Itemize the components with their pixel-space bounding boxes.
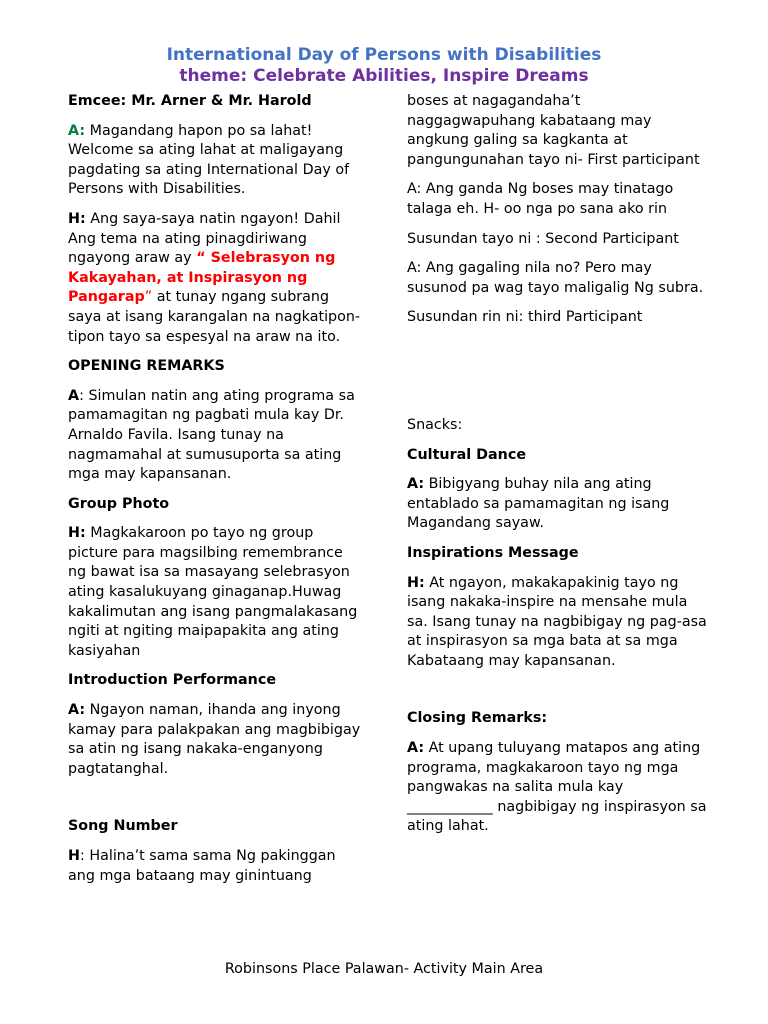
section-heading-inspirations: Inspirations Message bbox=[407, 544, 579, 561]
speaker-label: A: bbox=[407, 476, 425, 493]
snacks-line: Snacks: bbox=[407, 416, 463, 433]
paragraph-closing bbox=[407, 739, 707, 837]
document-theme: theme: Celebrate Abilities, Inspire Dreams bbox=[179, 66, 589, 86]
paragraph-text: : Simulan natin ang ating programa sa pamamagitan ng pagbati mula kay Dr. Arnaldo Favila. Isang tunay na nagmamahal at sumusuporta sa ating mga may kapansanan. bbox=[68, 387, 355, 483]
paragraph-text: Magkakaroon po tayo ng group picture para magsilbing remembrance ng bawat isa sa masayang selebrasyon ating kasalukuyang ginaganap.Huwag kakalimutan ang isang pangmalakasang ngiti at ngiting maipapakita ang ating kasiyahan bbox=[68, 525, 358, 659]
paragraph-text: Ang saya-saya natin ngayon! Dahil Ang tema na ating pinagdiriwang ngayong araw ay bbox=[68, 210, 341, 267]
paragraph-remark: A: Ang gagaling nila no? Pero may susunod pa wag tayo maligalig Ng subra. bbox=[407, 260, 704, 296]
speaker-label: A: bbox=[407, 740, 425, 757]
paragraph-remark: A: Ang ganda Ng boses may tinatago talaga eh. H- oo nga po sana ako rin bbox=[407, 181, 674, 217]
paragraph-introduction bbox=[68, 701, 364, 779]
paragraph-theme bbox=[68, 210, 364, 347]
right-column bbox=[407, 92, 707, 847]
document-title: International Day of Persons with Disabilities bbox=[166, 45, 602, 65]
paragraph-continued: boses at nagagandaha’t naggagwapuhang kabataang may angkung galing sa kagkanta at pangungunahan tayo ni- First participant bbox=[407, 93, 700, 168]
speaker-label: H: bbox=[407, 574, 425, 591]
speaker-label: H bbox=[68, 848, 80, 864]
paragraph-second-participant: Susundan tayo ni : Second Participant bbox=[407, 230, 679, 247]
footer-venue: Robinsons Place Palawan- Activity Main Area bbox=[224, 961, 544, 977]
paragraph-song-number bbox=[68, 847, 364, 886]
paragraph-text: Ngayon naman, ihanda ang inyong kamay para palakpakan ang magbibigay sa atin ng isang nakaka-enganyong pagtatanghal. bbox=[68, 702, 361, 777]
paragraph-group-photo bbox=[68, 524, 364, 661]
paragraph-opening bbox=[68, 387, 364, 485]
paragraph-text: : Halina’t sama sama Ng pakinggan ang mga bataang may ginintuang bbox=[68, 848, 336, 884]
speaker-label: H: bbox=[68, 210, 86, 227]
paragraph-text: at tunay ngang subrang saya at isang karangalan na nagkatipon- tipon tayo sa espesyal na araw na ito. bbox=[68, 289, 361, 345]
speaker-label: A: bbox=[68, 702, 86, 719]
paragraph-third-participant: Susundan rin ni: third Participant bbox=[407, 309, 643, 326]
section-heading-song-number: Song Number bbox=[68, 818, 178, 835]
paragraph-cultural-dance bbox=[407, 475, 707, 534]
speaker-label: H: bbox=[68, 525, 86, 542]
section-heading-opening: OPENING REMARKS bbox=[68, 358, 225, 375]
speaker-label: A: bbox=[68, 122, 86, 139]
paragraph-inspirations bbox=[407, 574, 707, 672]
section-heading-cultural-dance: Cultural Dance bbox=[407, 446, 527, 463]
paragraph-text: At upang tuluyang matapos ang ating programa, magkakaroon tayo ng mga pangwakas na salita mula kay ____________ nagbibigay ng inspirasyon sa ating lahat. bbox=[407, 740, 707, 835]
speaker-label: A bbox=[68, 387, 80, 404]
paragraph-text: Magandang hapon po sa lahat! Welcome sa ating lahat at maligayang pagdating sa ating International Day of Persons with Disabilities. bbox=[68, 122, 350, 198]
theme-highlight-quote: ” bbox=[144, 289, 153, 306]
paragraph-welcome bbox=[68, 122, 364, 200]
section-heading-group-photo: Group Photo bbox=[68, 495, 170, 512]
left-column bbox=[68, 92, 364, 896]
paragraph-text: At ngayon, makakapakinig tayo ng isang nakaka-inspire na mensahe mula sa. Isang tunay na nagbibigay ng pag-asa at inspirasyon sa mga bata at sa mga Kabataang may kapansanan. bbox=[407, 574, 707, 669]
emcee-line: Emcee: Mr. Arner & Mr. Harold bbox=[68, 93, 312, 109]
section-heading-closing: Closing Remarks: bbox=[407, 710, 548, 727]
theme-highlight: “ Selebrasyon ng Kakayahan, at Inspirasyon ng Pangarap bbox=[68, 250, 336, 306]
paragraph-text: Bibigyang buhay nila ang ating entablado sa pamamagitan ng isang Magandang sayaw. bbox=[407, 476, 670, 532]
section-heading-introduction: Introduction Performance bbox=[68, 672, 277, 689]
